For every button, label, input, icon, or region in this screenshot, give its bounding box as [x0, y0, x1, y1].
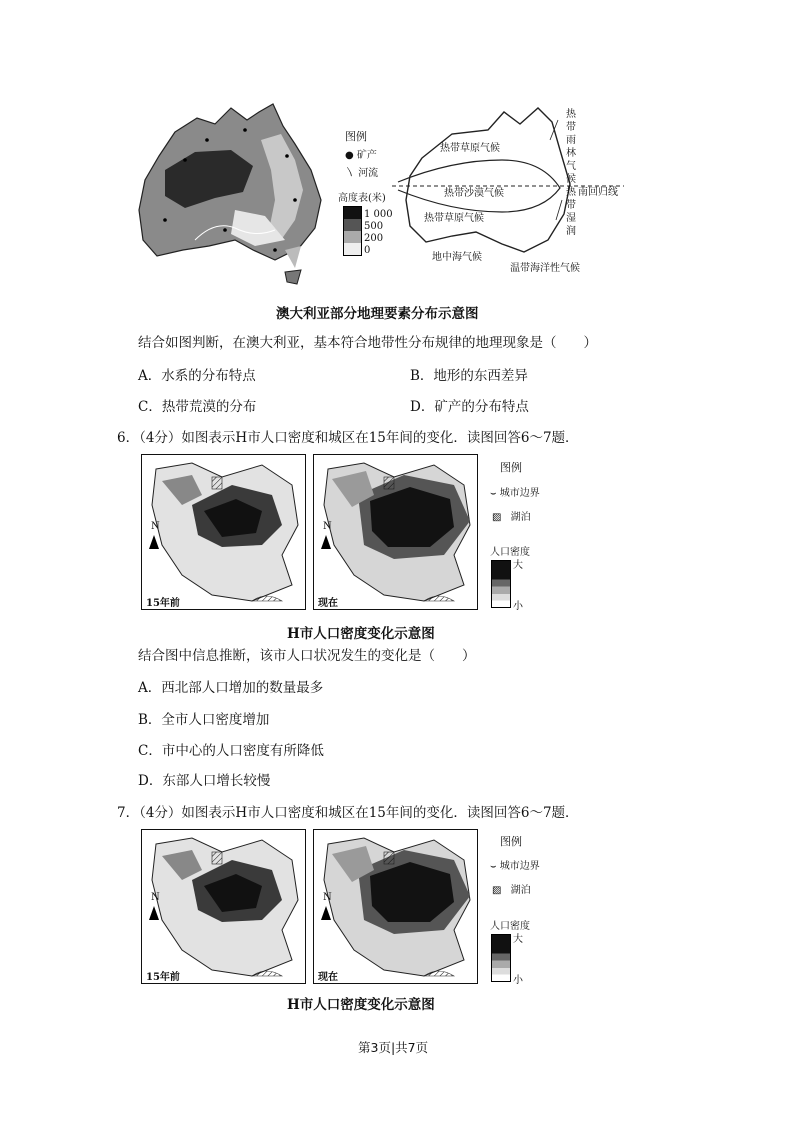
q5-stem: 结合如图判断，在澳大利亚，基本符合地带性分布规律的地理现象是（ ）: [138, 335, 597, 351]
hcity-map-before-q7-graphic: [142, 830, 305, 983]
hlegend-title: 图例: [500, 461, 522, 474]
hlegend-big: 大: [513, 560, 523, 571]
q6-option-d[interactable]: D．东部人口增长较慢: [138, 773, 271, 789]
hlegend-density: 人口密度: [490, 547, 530, 558]
page-footer: 第3页|共7页: [358, 1040, 429, 1055]
hlegend-lake: ▨ 湖泊: [492, 512, 531, 523]
zone-savanna-north: 热带草原气候: [440, 143, 500, 154]
hlegend-lake-label-q7: 湖泊: [510, 885, 531, 896]
elev-label-1000: 1 000: [364, 209, 393, 220]
zone-humid: 热带湿润: [566, 187, 576, 237]
hlegend-boundary-label-q7: 城市边界: [499, 861, 540, 872]
hlegend-boundary: ⌣ 城市边界: [490, 488, 540, 499]
q6-stem: 结合图中信息推断，该市人口状况发生的变化是（ ）: [138, 648, 476, 664]
hfig-caption-q7: H市人口密度变化示意图: [287, 997, 435, 1013]
hlegend-small: 小: [513, 601, 523, 612]
legend-mine-label: 矿产: [356, 150, 377, 161]
north-arrow-icon-now: [321, 535, 331, 549]
label-now-q7: 现在: [318, 972, 338, 983]
hcity-map-now-q7: [313, 829, 478, 984]
australia-terrain-map: [135, 100, 335, 290]
hcity-map-now-graphic: [314, 455, 477, 609]
hlegend-boundary-q7: ⌣ 城市边界: [490, 861, 540, 872]
label-now: 现在: [318, 598, 338, 609]
tropic-line-label: 南回归线: [578, 187, 618, 198]
zone-desert: 热带沙漠气候: [444, 188, 504, 199]
hlegend-boundary-label: 城市边界: [499, 488, 540, 499]
hlegend-lake-q7: ▨ 湖泊: [492, 885, 531, 896]
q6-option-c[interactable]: C．市中心的人口密度有所降低: [138, 743, 324, 759]
q6-option-a[interactable]: A．西北部人口增加的数量最多: [138, 680, 324, 696]
north-arrow-icon-before-q7: [149, 906, 159, 920]
north-arrow-now: N: [323, 521, 332, 532]
hlegend-lake-label: 湖泊: [510, 512, 531, 523]
legend-elevation-title: 高度表(米): [338, 193, 386, 204]
north-arrow-now-q7: N: [323, 892, 332, 903]
q6-header: 6．（4分）如图表示H市人口密度和城区在15年间的变化．读图回答6～7题．: [117, 430, 579, 446]
legend-river-label: 河流: [358, 168, 379, 179]
elevation-scale-bar: [343, 206, 362, 256]
north-arrow-icon-before: [149, 535, 159, 549]
elev-label-200: 200: [364, 233, 384, 244]
label-15-years-ago-q7: 15年前: [146, 972, 180, 983]
q7-header: 7．（4分）如图表示H市人口密度和城区在15年间的变化．读图回答6～7题．: [117, 805, 579, 821]
hcity-map-now: [313, 454, 478, 610]
q5-option-c[interactable]: C．热带荒漠的分布: [138, 399, 257, 415]
hcity-map-before-graphic: [142, 455, 305, 609]
zone-savanna-south: 热带草原气候: [424, 213, 484, 224]
legend-title: 图例: [345, 130, 367, 143]
zone-oceanic: 温带海洋性气候: [510, 263, 580, 274]
hcity-map-before-q7: [141, 829, 306, 984]
legend-mine: ● 矿产: [345, 150, 377, 161]
figure5-caption: 澳大利亚部分地理要素分布示意图: [276, 306, 479, 322]
hlegend-title-q7: 图例: [500, 835, 522, 848]
elev-label-0: 0: [364, 245, 371, 256]
q5-option-d[interactable]: D．矿产的分布特点: [410, 399, 529, 415]
hlegend-density-scale-q7: [491, 934, 511, 982]
hlegend-big-q7: 大: [513, 934, 523, 945]
elev-label-500: 500: [364, 221, 384, 232]
legend-river: 〵 河流: [345, 168, 379, 179]
q5-option-a[interactable]: A．水系的分布特点: [138, 368, 256, 384]
north-arrow-before: N: [151, 521, 160, 532]
north-arrow-icon-now-q7: [321, 906, 331, 920]
north-arrow-before-q7: N: [151, 892, 160, 903]
q5-option-b[interactable]: B．地形的东西差异: [410, 368, 528, 384]
label-15-years-ago: 15年前: [146, 598, 180, 609]
hlegend-density-q7: 人口密度: [490, 921, 530, 932]
hlegend-small-q7: 小: [513, 975, 523, 986]
hcity-map-before: [141, 454, 306, 610]
q6-option-b[interactable]: B．全市人口密度增加: [138, 712, 270, 728]
hlegend-density-scale: [491, 560, 511, 608]
hfig-caption-q6: H市人口密度变化示意图: [287, 626, 435, 642]
hcity-map-now-q7-graphic: [314, 830, 477, 983]
zone-mediterranean: 地中海气候: [432, 252, 482, 263]
zone-rainforest: 热带雨林气候: [566, 109, 576, 185]
